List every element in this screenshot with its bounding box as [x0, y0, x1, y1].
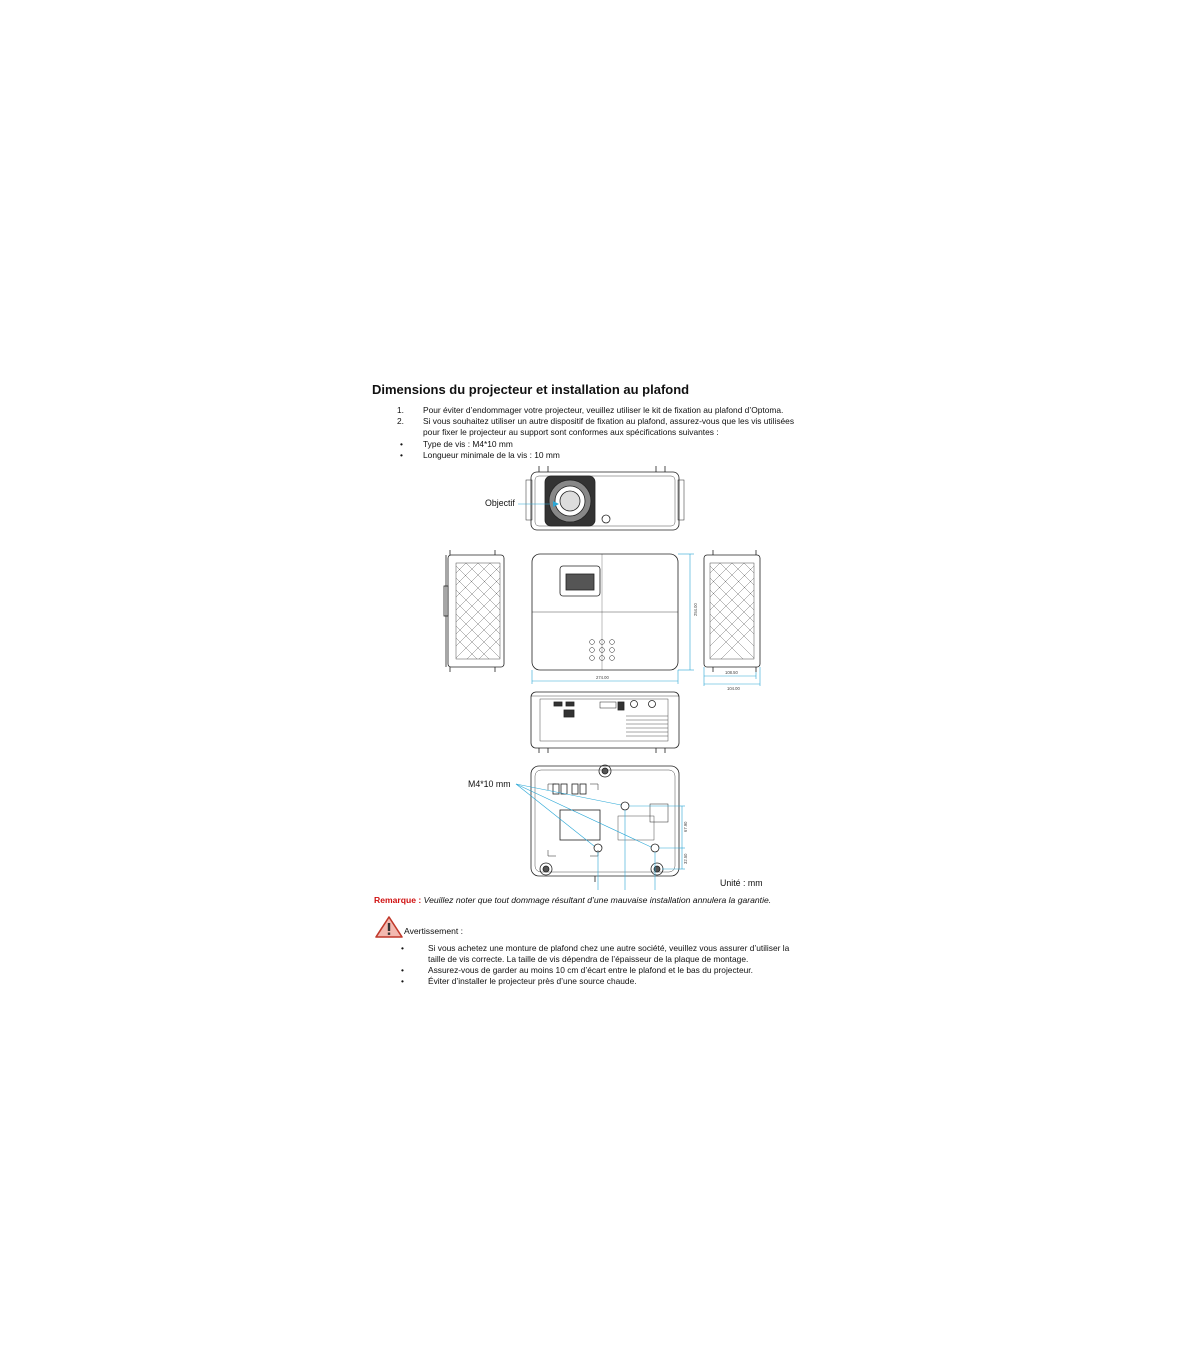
remark-label: Remarque : — [374, 895, 422, 905]
right-side-view — [704, 550, 760, 672]
warning-2-bullet: • — [401, 965, 404, 975]
spec-screw-length: Longueur minimale de la vis : 10 mm — [423, 450, 560, 460]
warning-label: Avertissement : — [404, 926, 464, 936]
step-2-number: 2. — [397, 416, 404, 426]
step-1-number: 1. — [397, 405, 404, 415]
warning-triangle-icon — [375, 916, 403, 938]
warning-1-text: Si vous achetez une monture de plafond chez une autre société, veuillez vous assurer d’utiliser la — [428, 943, 790, 953]
left-side-view — [444, 550, 504, 672]
warning-2-text: Assurez-vous de garder au moins 10 cm d’écart entre le plafond et le bas du projecteur. — [428, 965, 753, 975]
lens-label: Objectif — [485, 498, 515, 508]
warning-3-bullet: • — [401, 976, 404, 986]
rear-view — [531, 692, 679, 753]
projector-dimension-drawing — [440, 466, 780, 890]
spec-1-bullet: • — [400, 439, 403, 449]
dimension-lines — [516, 504, 760, 890]
remark-text: Veuillez noter que tout dommage résultant d’une mauvaise installation annulera la garantie. — [423, 895, 772, 905]
step-2-text: Si vous souhaitez utiliser un autre dispositif de fixation au plafond, assurez-vous que les vis utilisées — [423, 416, 795, 426]
dim-depth: 254.00 — [693, 603, 698, 616]
dim-height-1: 108.50 — [725, 670, 738, 675]
step-2-text-cont: pour fixer le projecteur au support sont conformes aux spécifications suivantes : — [423, 427, 719, 437]
warning-1-bullet: • — [401, 943, 404, 953]
warning-1-text-cont: taille de vis correcte. La taille de vis dépendra de l’épaisseur de la plaque de montage. — [428, 954, 749, 964]
spec-2-bullet: • — [400, 450, 403, 460]
warning-3-text: Éviter d’installer le projecteur près d’une source chaude. — [428, 976, 637, 986]
front-view — [526, 466, 684, 530]
bottom-view — [531, 765, 679, 882]
section-title: Dimensions du projecteur et installation au plafond — [372, 382, 690, 397]
dim-bottom-1: 67.90 — [683, 821, 688, 832]
dim-bottom-2: 32.50 — [683, 853, 688, 864]
remark-line — [374, 895, 771, 905]
screw-label: M4*10 mm — [468, 779, 511, 789]
step-1-text: Pour éviter d’endommager votre projecteur, veuillez utiliser le kit de fixation au plafond d’Optoma. — [423, 405, 784, 415]
spec-screw-type: Type de vis : M4*10 mm — [423, 439, 513, 449]
dim-width: 274.00 — [596, 675, 609, 680]
unit-label: Unité : mm — [720, 878, 763, 888]
dim-height-2: 104.00 — [727, 686, 740, 691]
top-view — [532, 554, 678, 670]
